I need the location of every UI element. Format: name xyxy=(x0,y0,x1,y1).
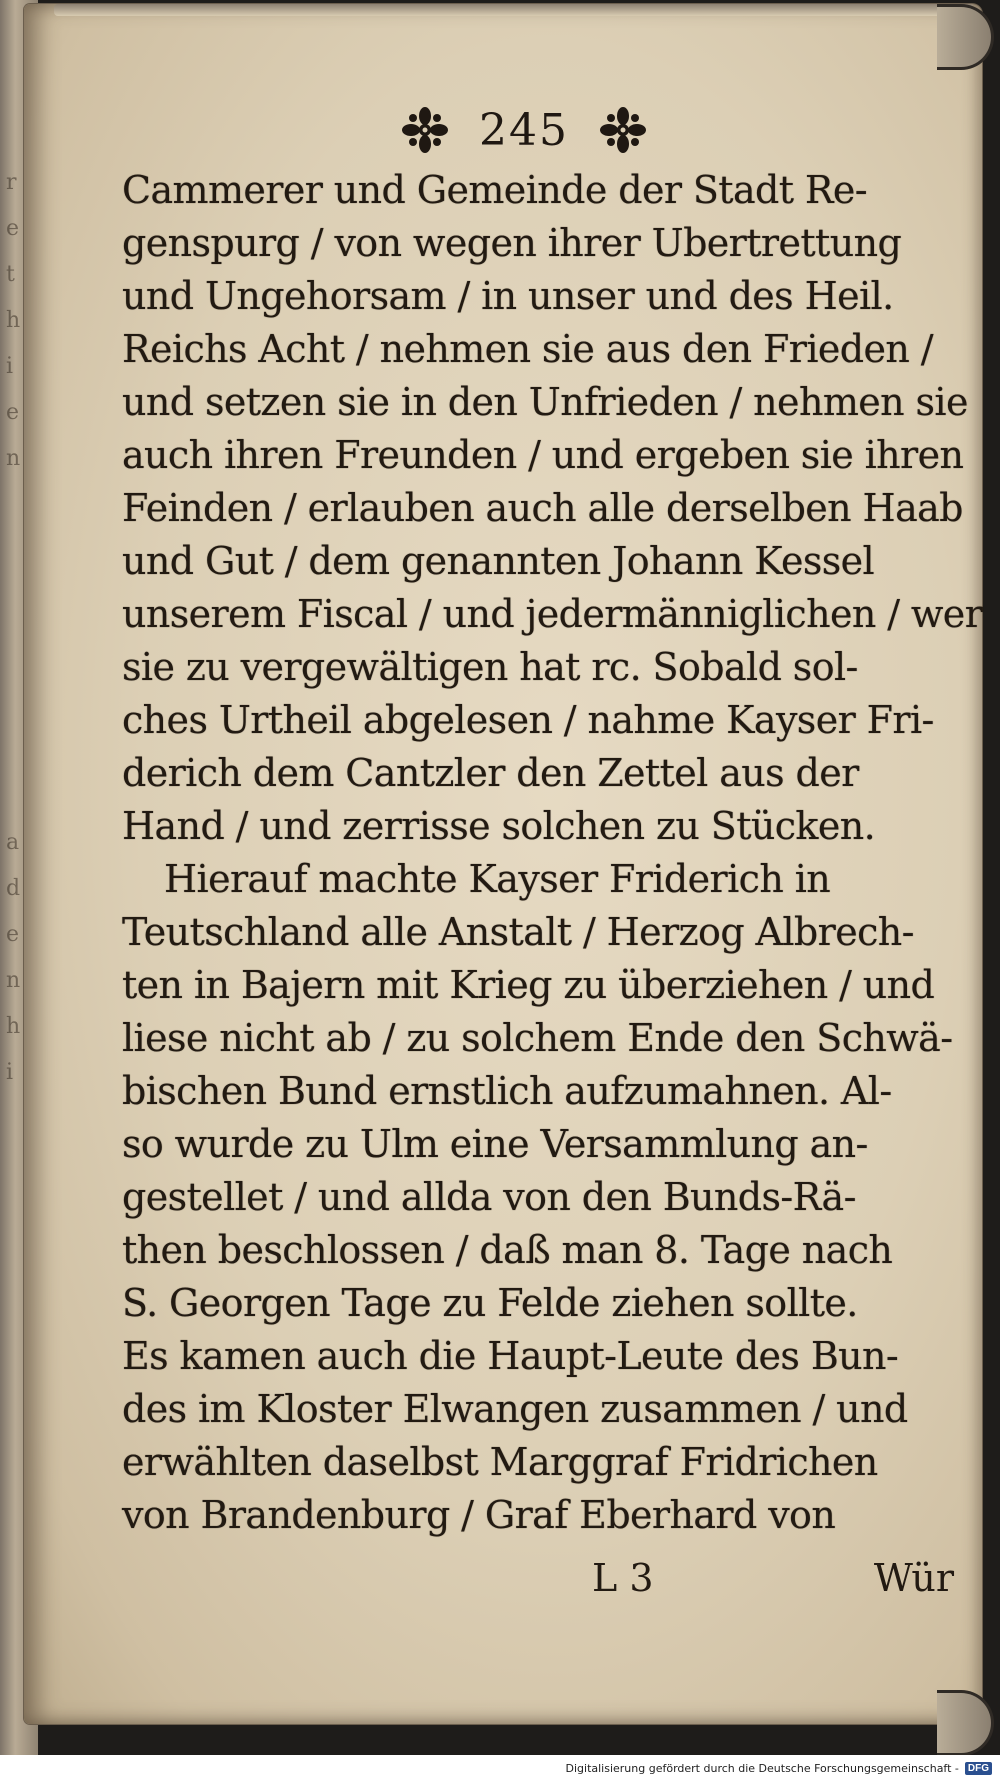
signature-mark: L 3 xyxy=(592,1556,654,1600)
book-clasp-bottom xyxy=(937,1690,994,1755)
credit-bar xyxy=(0,1755,1000,1782)
page-footer xyxy=(122,1556,954,1616)
text-line: Teutschland alle Anstalt / Herzog Albrech- xyxy=(122,910,914,954)
text-line: Hand / und zerrisse solchen zu Stücken. xyxy=(122,804,876,848)
text-line: auch ihren Freunden / und ergeben sie ihren xyxy=(122,433,964,477)
floral-ornament-right-icon xyxy=(597,104,649,156)
facing-page-edge: r e t h i e n a d e n h i xyxy=(0,0,38,1755)
text-line: von Brandenburg / Graf Eberhard von xyxy=(122,1493,836,1537)
text-line: unserem Fiscal / und jedermänniglichen / wer xyxy=(122,592,983,636)
text-line: und Gut / dem genannten Johann Kessel xyxy=(122,539,875,583)
text-line: then beschlossen / daß man 8. Tage nach xyxy=(122,1228,893,1272)
text-line: ches Urtheil abgelesen / nahme Kayser Fri- xyxy=(122,698,934,742)
book-clasp-top xyxy=(937,4,994,70)
body-text xyxy=(122,164,983,1542)
book-page xyxy=(24,4,982,1724)
text-line: und setzen sie in den Unfrieden / nehmen sie xyxy=(122,380,968,424)
text-line: gestellet / und allda von den Bunds-Rä- xyxy=(122,1175,856,1219)
page-number: 245 xyxy=(479,104,569,156)
text-line: ten in Bajern mit Krieg zu überziehen / und xyxy=(122,963,935,1007)
text-line: sie zu vergewältigen hat rc. Sobald sol- xyxy=(122,645,858,689)
text-line: erwählten daselbst Marggraf Fridrichen xyxy=(122,1440,878,1484)
text-line: genspurg / von wegen ihrer Ubertrettung xyxy=(122,221,902,265)
dfg-logo-icon: DFG xyxy=(965,1762,992,1775)
catchword: Wür xyxy=(873,1556,954,1600)
text-line: S. Georgen Tage zu Felde ziehen sollte. xyxy=(122,1281,858,1325)
text-line: Es kamen auch die Haupt-Leute des Bun- xyxy=(122,1334,899,1378)
text-line: Cammerer und Gemeinde der Stadt Re- xyxy=(122,168,868,212)
floral-ornament-left-icon xyxy=(399,104,451,156)
text-line: derich dem Cantzler den Zettel aus der xyxy=(122,751,859,795)
page-top-edge xyxy=(54,4,974,16)
page-header xyxy=(354,100,694,160)
text-line: des im Kloster Elwangen zusammen / und xyxy=(122,1387,908,1431)
credit-text: Digitalisierung gefördert durch die Deutsche Forschungsgemeinschaft - xyxy=(565,1762,959,1775)
text-line: Hierauf machte Kayser Friderich in xyxy=(164,857,831,901)
text-line: Feinden / erlauben auch alle derselben Haab xyxy=(122,486,963,530)
text-line: liese nicht ab / zu solchem Ende den Schwä- xyxy=(122,1016,953,1060)
text-line: so wurde zu Ulm eine Versammlung an- xyxy=(122,1122,868,1166)
text-line: Reichs Acht / nehmen sie aus den Frieden / xyxy=(122,327,933,371)
text-line: bischen Bund ernstlich aufzumahnen. Al- xyxy=(122,1069,892,1113)
text-line: und Ungehorsam / in unser und des Heil. xyxy=(122,274,894,318)
